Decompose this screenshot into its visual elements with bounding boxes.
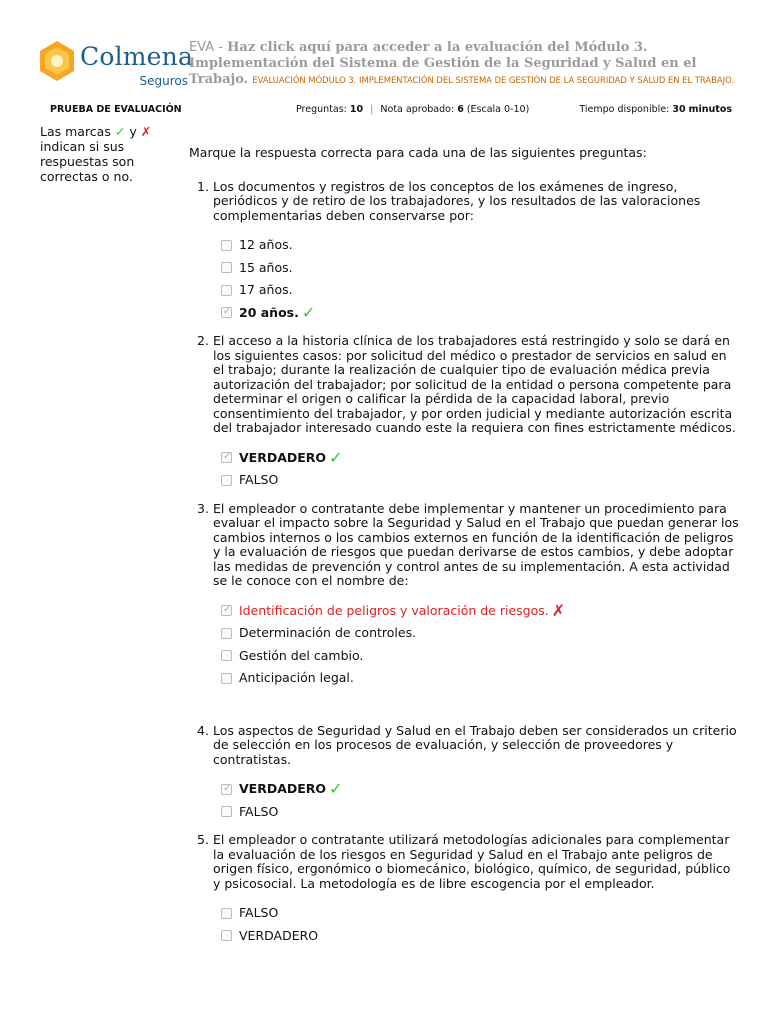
correct-check-icon: ✓ (329, 447, 343, 467)
question-number: 5. (197, 832, 209, 847)
question-text (189, 334, 739, 436)
separator: | (370, 104, 374, 115)
check-icon: ✓ (114, 124, 126, 139)
checkbox[interactable] (221, 628, 232, 639)
checkbox-checked[interactable] (221, 452, 232, 463)
option-label: VERDADERO (239, 781, 327, 796)
checkbox-checked[interactable] (221, 605, 232, 616)
question-number: 4. (197, 722, 209, 738)
question-5-text: El empleador o contratante utilizará metodologías adicionales para complementar la evaluación de los riesgos en Seguridad y Salud en el Trabajo ante peligros de origen físico, ergonómico o biomecánico, biológico, químico, de seguridad, público y psicosocial. La metodología es de libre escogencia por el empleador. (213, 832, 731, 891)
question-2 (189, 334, 739, 492)
question-number: 3. (197, 500, 209, 516)
option-selected[interactable] (221, 778, 739, 801)
time-value: 30 (672, 104, 686, 115)
checkbox[interactable] (221, 262, 232, 273)
question-4-options (221, 778, 739, 823)
questions-label: Preguntas: (296, 104, 347, 115)
instructions: Marque la respuesta correcta para cada una de las siguientes preguntas: (189, 145, 647, 160)
questions-count: 10 (349, 104, 364, 115)
option-selected[interactable] (221, 302, 739, 325)
question-4 (189, 724, 739, 824)
evaluation-stats (296, 104, 529, 115)
option-label: Gestión del cambio. (239, 647, 364, 663)
correct-check-icon: ✓ (301, 302, 316, 322)
legend-and: y (129, 124, 137, 139)
option[interactable] (221, 622, 739, 645)
eva-prefix: EVA - (189, 40, 228, 55)
question-1 (189, 180, 739, 325)
question-5-options (221, 902, 739, 947)
checkbox[interactable] (221, 806, 232, 817)
checkbox[interactable] (221, 673, 232, 684)
checkbox[interactable] (221, 475, 232, 486)
option-label: 17 años. (239, 282, 293, 297)
option[interactable] (221, 925, 739, 948)
option-selected[interactable] (221, 600, 739, 623)
checkbox[interactable] (221, 285, 232, 296)
option[interactable] (221, 279, 739, 302)
option[interactable] (221, 257, 739, 280)
option-label: Identificación de peligros y valoración de riesgos. (239, 602, 549, 618)
score-scale: (Escala 0-10) (466, 104, 530, 115)
checkbox[interactable] (221, 240, 232, 251)
option-label: 15 años. (239, 259, 293, 275)
evaluation-subtitle: EVALUACIÓN MÓDULO 3. IMPLEMENTACIÓN DEL SISTEMA DE GESTIÓN DE LA SEGURIDAD Y SALUD EN EL TRABAJO. (252, 75, 734, 85)
question-2-options (221, 447, 739, 492)
question-1-text: Los documentos y registros de los conceptos de los exámenes de ingreso, periódicos y de retiro de los trabajadores, y los resultados de las valoraciones complementarias deben conservarse por: (213, 178, 701, 223)
checkbox[interactable] (221, 650, 232, 661)
option-label: VERDADERO (239, 927, 319, 943)
option-label: Anticipación legal. (239, 670, 354, 685)
option[interactable] (221, 801, 739, 824)
brand-sub: Seguros (139, 74, 188, 88)
question-text (189, 833, 739, 891)
question-2-text: El acceso a la historia clínica de los trabajadores está restringido y solo se dará en los siguientes casos: por solicitud del médico o prestador de servicios en salud en el trabajo; durante la realización de cualquier tipo de evaluación médica previa autorización del trabajador; por solicitud de la entidad o persona competente para determinar el origen o calificar la pérdida de la capacidad laboral, previo consentimiento del trabajador, y por orden judicial y mediante autorización escrita del trabajador interesado cuando este la requiera con fines estrictamente médicos. (213, 333, 736, 435)
time-label: Tiempo disponible: (579, 104, 670, 115)
option[interactable] (221, 234, 739, 257)
option[interactable] (221, 667, 739, 690)
option-label: 20 años. (239, 304, 299, 320)
checkbox-checked[interactable] (221, 307, 232, 318)
question-4-text: Los aspectos de Seguridad y Salud en el Trabajo deben ser considerados un criterio de selección en los procesos de evaluación, y selección de proveedores y contratistas. (213, 722, 737, 767)
question-text (189, 502, 739, 589)
evaluation-label: PRUEBA DE EVALUACIÓN (50, 104, 182, 115)
colmena-logo (38, 38, 194, 98)
incorrect-cross-icon: ✗ (551, 600, 566, 620)
evaluation-link-line (189, 40, 737, 88)
pass-score: 6 (457, 104, 464, 115)
legend-text-2: indican si sus respuestas son correctas o no. (40, 139, 135, 184)
checkbox-checked[interactable] (221, 784, 232, 795)
brand-name: Colmena (80, 42, 194, 71)
question-5 (189, 833, 739, 947)
time-available (579, 104, 732, 115)
question-text (189, 180, 739, 224)
quiz-content (189, 146, 739, 947)
correct-check-icon: ✓ (329, 779, 343, 798)
evaluation-link[interactable]: Haz click aquí para acceder a la evaluación del Módulo 3. Implementación del Sistema de Gestión de la Seguridad y Salud en el Trabajo. (189, 40, 697, 87)
pass-label: Nota aprobado: (380, 104, 455, 115)
question-text (189, 724, 739, 768)
question-3 (189, 502, 739, 690)
legend-text-1: Las marcas (40, 124, 111, 139)
option[interactable] (221, 469, 739, 492)
option-label: Determinación de controles. (239, 625, 417, 640)
question-number: 2. (197, 333, 209, 348)
question-number: 1. (197, 178, 209, 194)
question-1-options (221, 234, 739, 324)
question-3-text: El empleador o contratante debe implementar y mantener un procedimiento para evaluar el impacto sobre la Seguridad y Salud en el Trabajo que puedan generar los cambios internos o los cambios externos en función de la identificación de peligros y la evaluación de riesgos que puedan derivarse de estos cambios, y debe adoptar las medidas de prevención y control antes de su implementación. A esta actividad se le conoce con el nombre de: (213, 500, 739, 588)
option[interactable] (221, 645, 739, 668)
option-label: FALSO (239, 905, 279, 920)
option[interactable] (221, 902, 739, 925)
option-selected[interactable] (221, 447, 739, 470)
checkbox[interactable] (221, 908, 232, 919)
time-unit: minutos (688, 104, 732, 115)
info-bar (38, 104, 738, 120)
marks-legend (40, 124, 180, 184)
question-3-options (221, 600, 739, 690)
cross-icon: ✗ (140, 124, 152, 139)
checkbox[interactable] (221, 930, 232, 941)
option-label: FALSO (239, 472, 279, 487)
page-header (189, 40, 737, 88)
option-label: FALSO (239, 803, 279, 819)
honeycomb-logo-icon (38, 40, 76, 82)
option-label: 12 años. (239, 237, 293, 252)
option-label: VERDADERO (239, 449, 327, 465)
